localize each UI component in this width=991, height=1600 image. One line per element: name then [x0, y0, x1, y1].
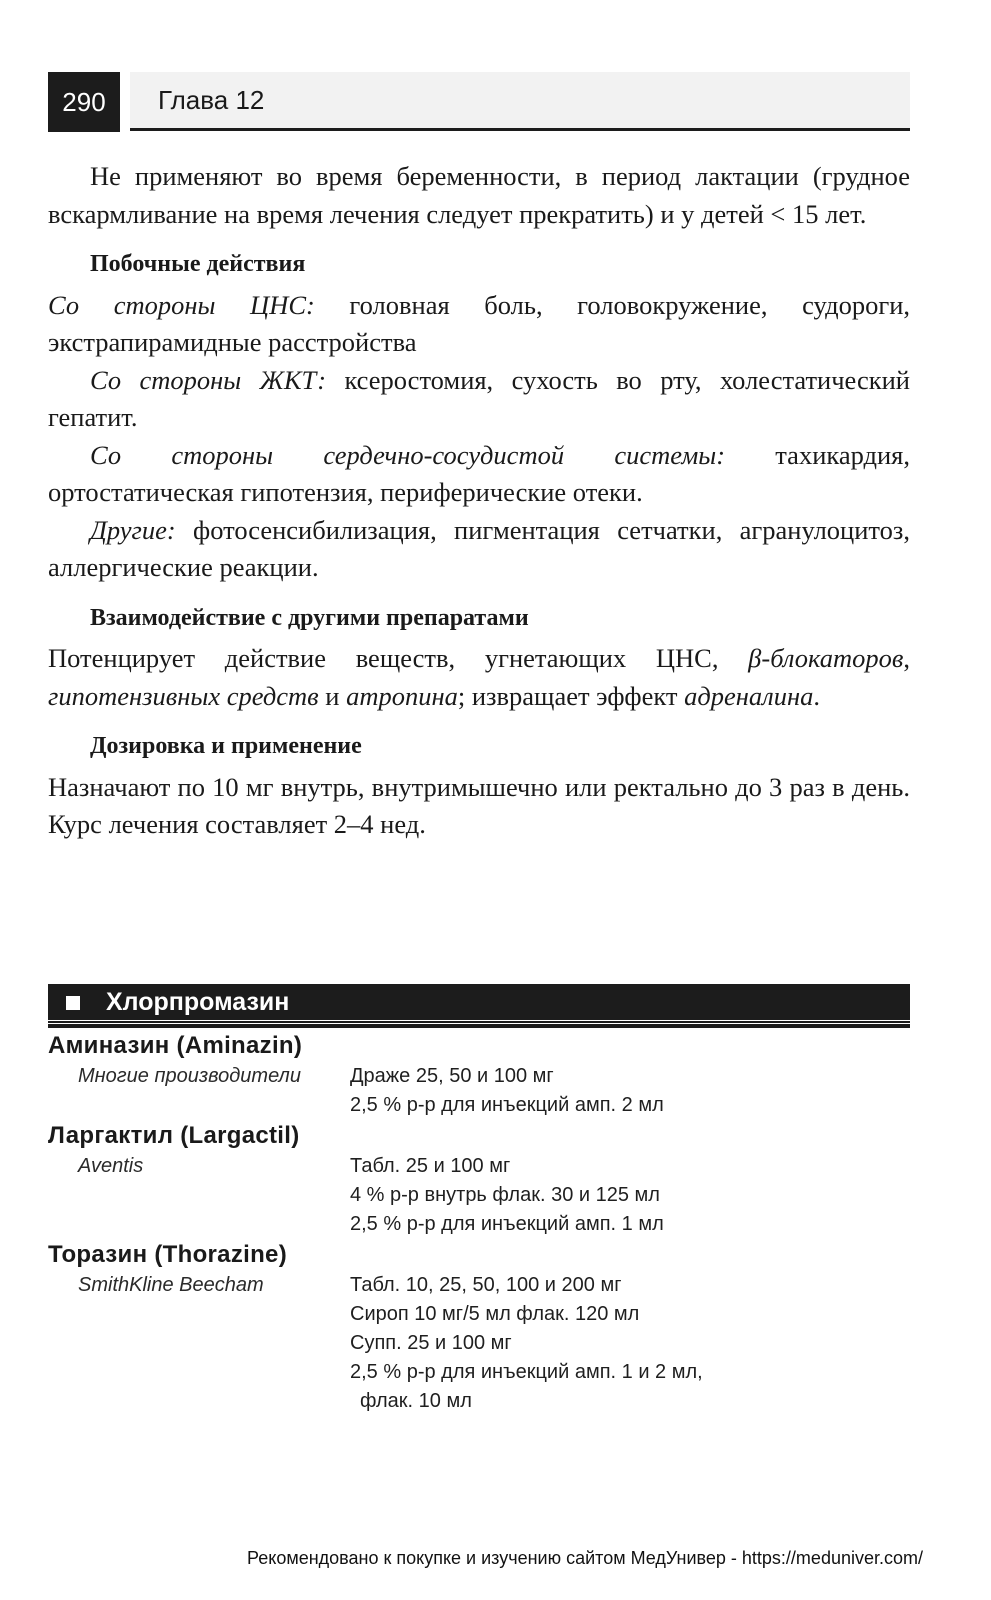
cv-text: тахикардия, ортостатическая гипотензия, периферические отеки. — [48, 439, 910, 507]
chapter-title: Глава 12 — [158, 85, 265, 115]
cns-text: головная боль, головокружение, судороги, экстрапирамидные расстройства — [48, 289, 910, 357]
drug-name: Аминазин (Aminazin) — [48, 1032, 303, 1059]
drug-details — [48, 1271, 910, 1416]
drug-form: 4 % р-р внутрь флак. 30 и 125 мл — [350, 1184, 660, 1206]
interactions-italic-1: β-блокаторов — [748, 643, 904, 673]
gi-text: ксеростомия, сухость во рту, холестатический гепатит. — [48, 364, 910, 432]
section-title: Хлорпромазин — [106, 988, 290, 1016]
side-effects-cv — [48, 437, 910, 512]
intro-paragraph: Не применяют во время беременности, в период лактации (грудное вскармливание на время лечения следует прекратить) и у детей < 15 лет. — [48, 161, 910, 229]
drug-form: 2,5 % р-р для инъекций амп. 1 мл — [350, 1213, 664, 1235]
page-header — [48, 72, 910, 132]
other-text: фотосенсибилизация, пигментация сетчатки, агранулоцитоз, аллергические реакции. — [48, 514, 910, 582]
drug-details — [48, 1062, 910, 1120]
drug-forms — [350, 1062, 910, 1120]
drug-manufacturer: Многие производители — [78, 1065, 301, 1087]
drug-form: 2,5 % р-р для инъекций амп. 1 и 2 мл, — [350, 1361, 703, 1383]
interactions-italic-2: гипотензивных средств — [48, 680, 319, 711]
drug-form: Драже 25, 50 и 100 мг — [350, 1065, 554, 1087]
side-effects-heading: Побочные действия — [90, 251, 306, 277]
gi-label: Со стороны ЖКТ: — [90, 364, 327, 395]
drug-name: Ларгактил (Largactil) — [48, 1122, 300, 1149]
interactions-italic-4: адреналина — [684, 680, 814, 711]
drug-entry — [48, 1239, 910, 1416]
cv-label: Со стороны сердечно-сосудистой системы: — [90, 439, 726, 470]
other-label: Другие: — [90, 514, 176, 545]
interactions-heading: Взаимодействие с другими препаратами — [90, 604, 529, 631]
drug-manufacturer: SmithKline Beecham — [78, 1274, 264, 1296]
chapter-bar — [130, 72, 910, 131]
side-effects-gi — [48, 362, 910, 437]
footer-link[interactable]: Рекомендовано к покупке и изучению сайтом МедУнивер - https://meduniver.com/ — [247, 1548, 923, 1568]
dosage-heading: Дозировка и применение — [90, 733, 362, 759]
section-bar — [48, 984, 910, 1024]
drug-details — [48, 1152, 910, 1239]
main-text — [48, 158, 910, 844]
drug-entry — [48, 1120, 910, 1239]
dosage-paragraph: Назначают по 10 мг внутрь, внутримышечно или ректально до 3 раз в день. Курс лечения составляет 2–4 нед. — [48, 771, 910, 839]
square-bullet-icon — [66, 996, 80, 1010]
cns-label: Со стороны ЦНС: — [48, 289, 315, 320]
interactions-italic-3: атропина — [346, 680, 458, 711]
drug-name: Торазин (Thorazine) — [48, 1241, 287, 1268]
interactions-paragraph — [48, 640, 910, 715]
interactions-text-5: . — [813, 680, 820, 711]
drug-form: Табл. 10, 25, 50, 100 и 200 мг — [350, 1274, 622, 1296]
side-effects-cns — [48, 287, 910, 362]
drug-form: флак. 10 мл — [360, 1390, 472, 1412]
drug-entry — [48, 1030, 910, 1120]
drug-list — [48, 1030, 910, 1416]
interactions-text-3: и — [318, 680, 347, 711]
side-effects-other — [48, 512, 910, 587]
interactions-text-1: Потенцирует действие веществ, угнетающих ЦНС, — [48, 643, 749, 673]
drug-form: Сироп 10 мг/5 мл флак. 120 мл — [350, 1303, 640, 1325]
interactions-text-2: , — [903, 643, 910, 673]
drug-form: 2,5 % р-р для инъекций амп. 2 мл — [350, 1094, 664, 1116]
drug-manufacturer: Aventis — [78, 1155, 144, 1177]
drug-form: Супп. 25 и 100 мг — [350, 1332, 512, 1354]
drug-forms — [350, 1152, 910, 1239]
drug-forms — [350, 1271, 910, 1416]
interactions-text-4: ; извращает эффект — [457, 680, 685, 711]
drug-form: Табл. 25 и 100 мг — [350, 1155, 511, 1177]
page-number: 290 — [48, 72, 120, 132]
